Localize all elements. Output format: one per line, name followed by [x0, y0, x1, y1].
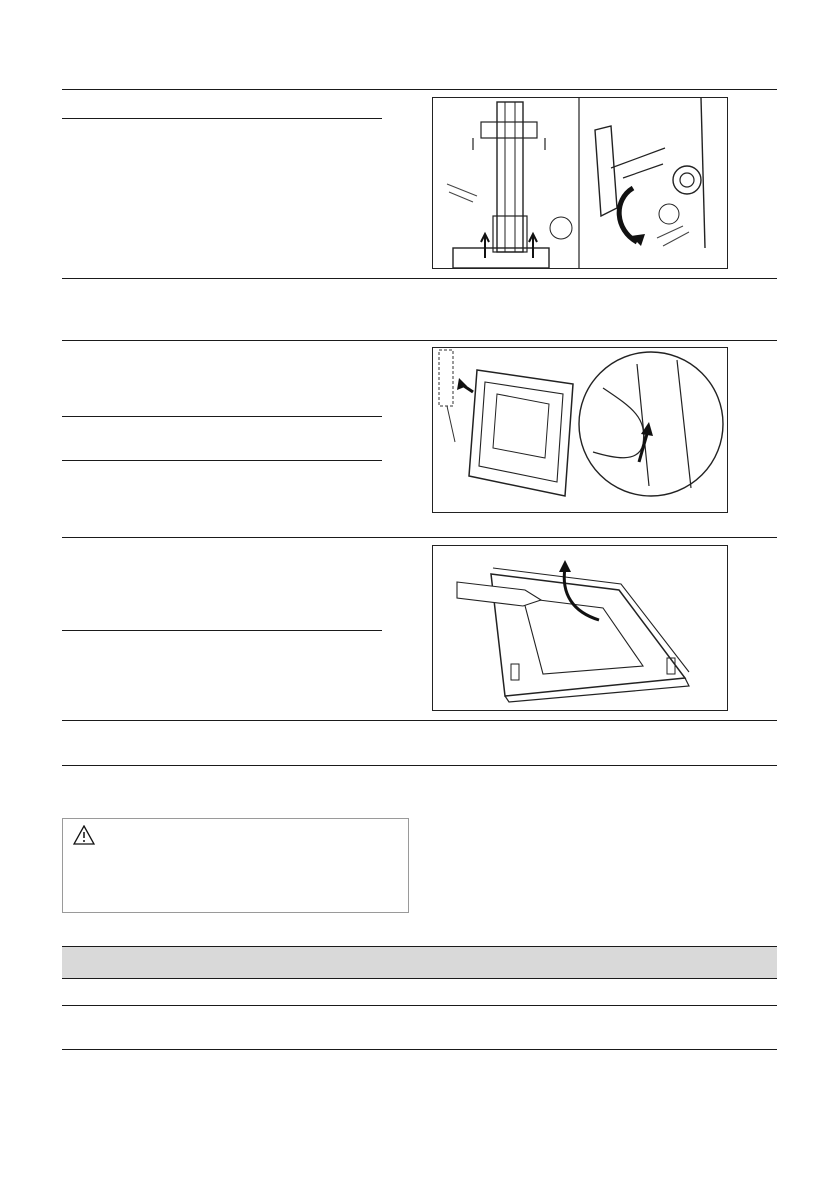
divider	[62, 720, 777, 721]
divider	[62, 537, 777, 538]
rotate-arrow-icon	[619, 188, 637, 242]
door-lift-illustration	[432, 347, 728, 513]
divider	[62, 1049, 777, 1050]
glass-panel-icon	[433, 546, 727, 710]
divider	[62, 1005, 777, 1006]
divider	[62, 630, 382, 631]
door-panel-icon	[433, 348, 727, 512]
divider	[62, 118, 382, 119]
hinge-lever-illustration	[432, 97, 728, 269]
divider	[62, 765, 777, 766]
warning-triangle-icon	[73, 825, 95, 845]
door-hinge-icon	[433, 98, 727, 268]
divider	[62, 416, 382, 417]
divider	[62, 278, 777, 279]
lift-arrow-icon	[564, 568, 599, 620]
table-header	[62, 946, 777, 979]
glass-panel-removal-illustration	[432, 545, 728, 711]
divider	[62, 460, 382, 461]
divider	[62, 340, 777, 341]
warning-box	[62, 818, 409, 913]
hand-icon	[457, 582, 541, 606]
divider	[62, 89, 777, 90]
